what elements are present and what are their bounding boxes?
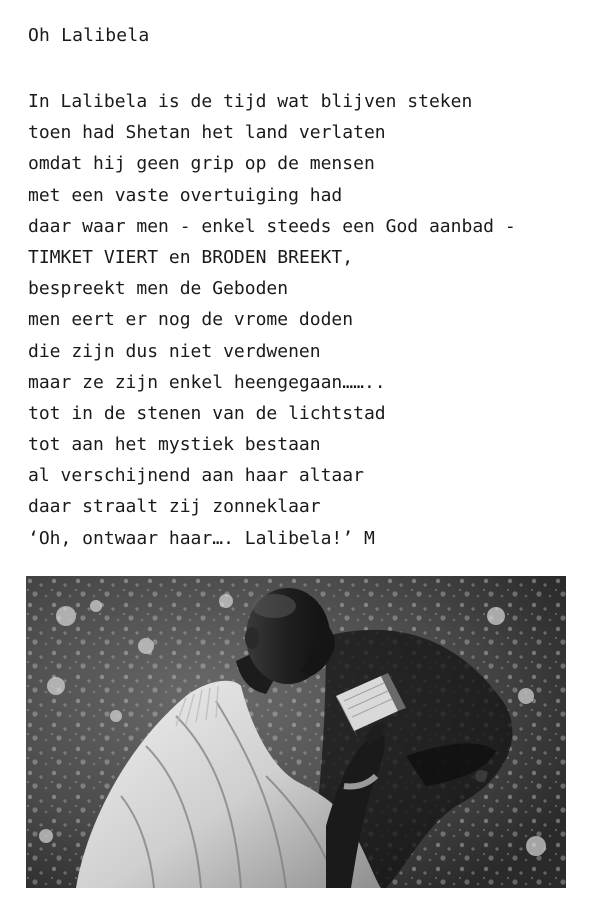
poem-line: bespreekt men de Geboden: [28, 278, 289, 300]
poem-line: TIMKET VIERT en BRODEN BREEKT,: [28, 246, 354, 268]
poem-line: omdat hij geen grip op de mensen: [28, 153, 375, 175]
poem-line: met een vaste overtuiging had: [28, 184, 343, 206]
poem-line: toen had Shetan het land verlaten: [28, 122, 386, 144]
poem-line: daar straalt zij zonneklaar: [28, 496, 321, 518]
poem-line: tot aan het mystiek bestaan: [28, 434, 321, 456]
photo-illustration: [26, 576, 566, 888]
poem-line: ‘Oh, ontwaar haar…. Lalibela!’ M: [28, 527, 375, 549]
poem-line: maar ze zijn enkel heengegaan……..: [28, 371, 386, 393]
poem-line: die zijn dus niet verdwenen: [28, 340, 321, 362]
poem-line: al verschijnend aan haar altaar: [28, 465, 364, 487]
poem-line: In Lalibela is de tijd wat blijven steken: [28, 91, 473, 112]
poem-line: men eert er nog de vrome doden: [28, 309, 354, 331]
poem-line: daar waar men - enkel steeds een God aanbad -: [28, 215, 516, 237]
poem-line: tot in de stenen van de lichtstad: [28, 402, 386, 424]
poem-body: [28, 86, 568, 554]
photo-man-reading-book: [26, 576, 566, 888]
poem-title: Oh Lalibela: [28, 25, 150, 46]
